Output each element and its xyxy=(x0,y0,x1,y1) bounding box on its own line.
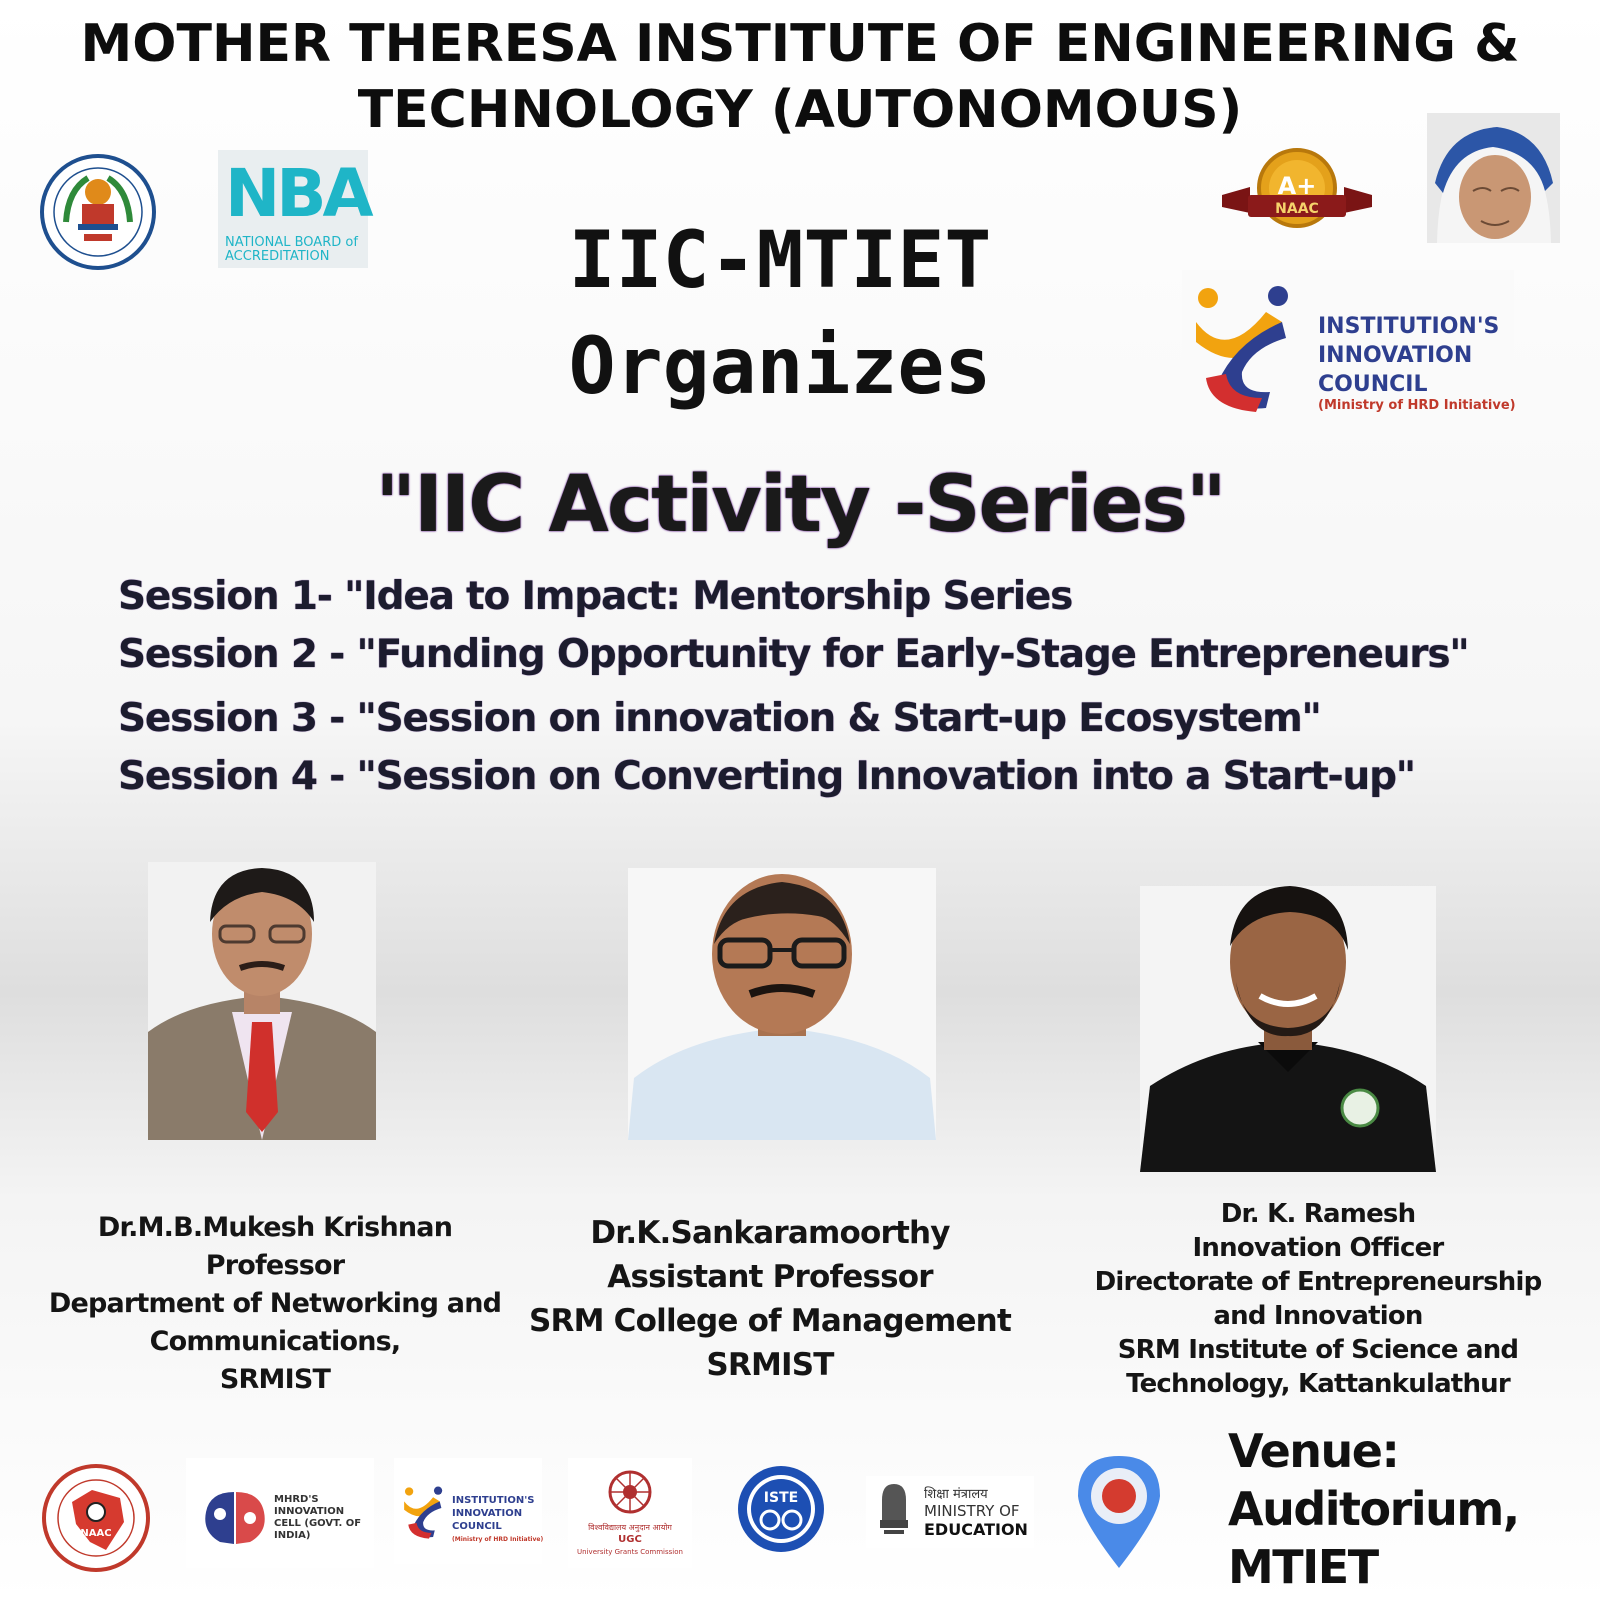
nba-logo-subtitle: NATIONAL BOARD of ACCREDITATION xyxy=(225,235,358,264)
venue-block xyxy=(1228,1422,1519,1596)
ugc-wheel-icon xyxy=(600,1468,660,1516)
nba-logo-letters: NBA xyxy=(225,155,370,232)
brain-icon xyxy=(200,1488,270,1548)
iic-footer-line1: INSTITUTION'S xyxy=(452,1495,535,1506)
iic-line2: INNOVATION xyxy=(1318,343,1473,368)
iic-line3: COUNCIL xyxy=(1318,372,1428,397)
venue-institute: MTIET xyxy=(1228,1540,1378,1594)
venue-label: Venue: xyxy=(1228,1424,1399,1478)
series-title: "IIC Activity -Series" xyxy=(375,460,1225,550)
speaker-3-photo xyxy=(1140,886,1436,1172)
naac-seal-logo xyxy=(40,1462,152,1574)
mother-teresa-portrait xyxy=(1427,113,1560,243)
iic-logo-symbol xyxy=(1186,282,1302,418)
iic-footer-line3: COUNCIL xyxy=(452,1521,502,1532)
institute-seal-logo xyxy=(38,150,158,280)
national-emblem-icon xyxy=(874,1480,914,1544)
ugc-label: UGC xyxy=(618,1534,642,1545)
iic-line1: INSTITUTION'S xyxy=(1318,314,1500,339)
naac-a-plus-badge xyxy=(1222,143,1372,243)
session-4: Session 4 - "Session on Converting Innovation into a Start-up" xyxy=(118,754,1415,799)
venue-place: Auditorium, xyxy=(1228,1482,1519,1536)
institute-name-line1: MOTHER THERESA INSTITUTE OF ENGINEERING & xyxy=(80,14,1520,74)
session-1: Session 1- "Idea to Impact: Mentorship Series xyxy=(118,574,1073,619)
speaker-1-name: Dr.M.B.Mukesh Krishnan xyxy=(97,1212,453,1243)
speaker-2-dept: SRM College of Management xyxy=(529,1303,1011,1339)
iic-footer-text xyxy=(452,1494,543,1546)
iic-logo-text xyxy=(1318,312,1499,399)
iste-logo xyxy=(736,1464,826,1554)
session-2: Session 2 - "Funding Opportunity for Early-Stage Entrepreneurs" xyxy=(118,632,1469,677)
iste-label: ISTE xyxy=(763,1490,799,1506)
speaker-2-org: SRMIST xyxy=(706,1347,834,1383)
speaker-1-photo xyxy=(148,862,376,1140)
speaker-3-role: Innovation Officer xyxy=(1192,1233,1444,1263)
naac-seal-label: NAAC xyxy=(80,1528,112,1539)
iic-footer-symbol xyxy=(400,1484,448,1542)
speaker-3-details xyxy=(1078,1197,1558,1401)
session-3: Session 3 - "Session on innovation & Start-up Ecosystem" xyxy=(118,696,1321,741)
institute-name-line2: TECHNOLOGY (AUTONOMOUS) xyxy=(357,80,1243,140)
mhrd-label: MHRD'S INNOVATION CELL (GOVT. OF INDIA) xyxy=(274,1494,362,1541)
organizer-title: IIC-MTIET xyxy=(568,216,992,306)
naac-label-text: NAAC xyxy=(1275,201,1319,217)
ugc-hindi-label: विश्वविद्यालय अनुदान आयोग xyxy=(588,1523,672,1532)
organizes-label: Organizes xyxy=(568,322,992,412)
ugc-full-label: University Grants Commission xyxy=(577,1548,683,1556)
speaker-1-dept: Department of Networking and xyxy=(48,1288,502,1319)
speaker-1-role: Professor xyxy=(205,1250,345,1281)
speaker-3-org-line2: Technology, Kattankulathur xyxy=(1126,1369,1510,1399)
location-pin-icon xyxy=(1074,1452,1164,1570)
speaker-2-name: Dr.K.Sankaramoorthy xyxy=(590,1215,950,1251)
moe-line2: EDUCATION xyxy=(924,1520,1028,1539)
speaker-3-org: SRM Institute of Science and xyxy=(1117,1335,1519,1365)
naac-grade-text: A+ xyxy=(1277,172,1317,200)
speaker-1-details xyxy=(40,1209,510,1399)
speaker-3-dept: Directorate of Entrepreneurship xyxy=(1094,1267,1542,1297)
iic-footer-sub: (Ministry of HRD Initiative) xyxy=(452,1536,544,1543)
moe-line1: MINISTRY OF xyxy=(924,1502,1020,1520)
speaker-1-org: SRMIST xyxy=(219,1364,331,1395)
moe-hindi-label: शिक्षा मंत्रालय xyxy=(924,1487,988,1502)
iic-footer-line2: INNOVATION xyxy=(452,1508,523,1519)
iic-logo-subtitle: (Ministry of HRD Initiative) xyxy=(1318,398,1516,413)
speaker-3-name: Dr. K. Ramesh xyxy=(1220,1199,1416,1229)
speaker-1-dept-line2: Communications, xyxy=(149,1326,401,1357)
speaker-2-role: Assistant Professor xyxy=(607,1259,933,1295)
speaker-2-photo xyxy=(628,868,936,1140)
speaker-3-dept-line2: and Innovation xyxy=(1213,1301,1423,1331)
speaker-2-details xyxy=(520,1211,1020,1387)
